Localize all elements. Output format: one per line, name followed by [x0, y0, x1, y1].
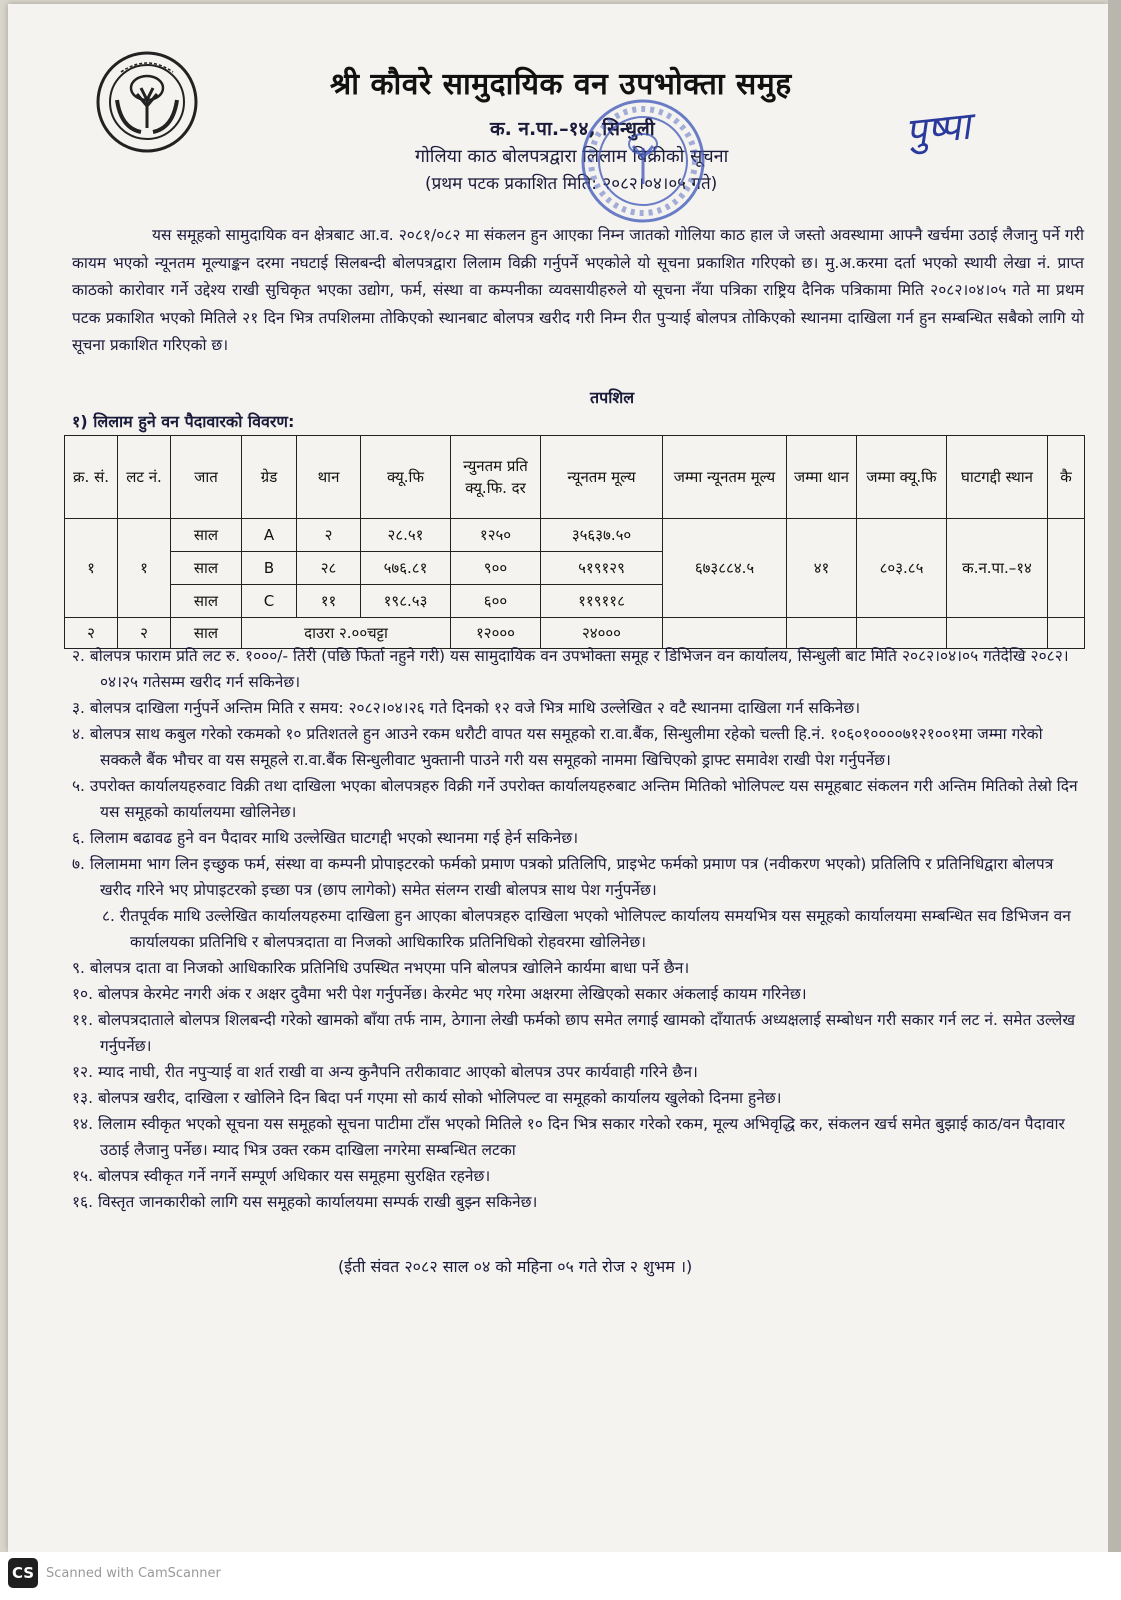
term-item: ६. लिलाम बढावढ हुने वन पैदावर माथि उल्लेखित घाटगद्दी भएको स्थानमा गई हेर्न सकिनेछ। [72, 829, 579, 847]
cell-depot: क.न.पा.–१४ [947, 519, 1048, 618]
cell-min-price: ५१९१२९ [541, 552, 663, 585]
cell-grade: A [242, 519, 297, 552]
col-header-than: थान [297, 436, 361, 519]
official-stamp-icon [578, 96, 708, 226]
cell-than: २८ [297, 552, 361, 585]
cell-species: साल [171, 552, 242, 585]
table-header-row [65, 436, 1085, 519]
col-header-min-price: न्यूनतम मूल्य [541, 436, 663, 519]
cell-min-rate: ९०० [451, 552, 541, 585]
term-item: १३. बोलपत्र खरीद, दाखिला र खोलिने दिन बिदा पर्न गएमा सो कार्य सोको भोलिपल्ट वा समूहको कार्यालय खुलेको दिनमा हुनेछ। [72, 1089, 782, 1107]
col-header-depot: घाटगद्दी स्थान [947, 436, 1048, 519]
cell-sn: १ [65, 519, 118, 618]
col-header-lot: लट नं. [118, 436, 171, 519]
term-item: १२. म्याद नाघी, रीत नपुऱ्याई वा शर्त राखी वा अन्य कुनैपनि तरीकावाट आएको बोलपत्र उपर कार्यवाही गरिने छैन। [72, 1063, 698, 1081]
cell-total-than: ४१ [787, 519, 857, 618]
publication-date: (प्रथम पटक प्रकाशित मिति: २०८२।०४।०५ गते) [425, 174, 718, 194]
col-header-cuft: क्यू.फि [361, 436, 451, 519]
cell-than: २ [297, 519, 361, 552]
cell-description: दाउरा २.००चट्टा [242, 618, 451, 649]
cell-min-rate: १२५० [451, 519, 541, 552]
section-heading: १) लिलाम हुने वन पैदावारको विवरण: [72, 412, 295, 431]
term-item: ८. रीतपूर्वक माथि उल्लेखित कार्यालयहरुमा दाखिला हुन आएका बोलपत्रहरु दाखिला भएको भोलिपल्ट कार्यालय समयभित्र यस समूहको कार्यालयमा सम्बन्धित सव डिभिजन वन कार्यालयका प्रतिनिधि र बोलपत्रदाता वा निजको आधिकारिक प्रतिनिधिको रोहवरमा खोलिनेछ। [102, 907, 1071, 951]
term-item: १५. बोलपत्र स्वीकृत गर्ने नगर्ने सम्पूर्ण अधिकार यस समूहमा सुरक्षित रहनेछ। [72, 1167, 491, 1185]
cell-total-cuft: ८०३.८५ [857, 519, 947, 618]
terms-list [72, 643, 1084, 1215]
col-header-min-rate: न्युनतम प्रति क्यू.फि. दर [451, 436, 541, 519]
schedule-heading: तपशिल [590, 388, 635, 407]
cell-cuft: १९८.५३ [361, 585, 451, 618]
cell-total-min: ६७३८८४.५ [663, 519, 787, 618]
cell-species: साल [171, 519, 242, 552]
page-edge [1108, 0, 1121, 1600]
col-header-total-than: जम्मा थान [787, 436, 857, 519]
term-item: ९. बोलपत्र दाता वा निजको आधिकारिक प्रतिनिधि उपस्थित नभएमा पनि बोलपत्र खोलिने कार्यमा बाधा पर्ने छैन। [72, 959, 690, 977]
term-item: १०. बोलपत्र केरमेट नगरी अंक र अक्षर दुवैमा भरी पेश गर्नुपर्नेछ। केरमेट भए गरेमा अक्षरमा लेखिएको सकार अंकलाई कायम गरिनेछ। [72, 985, 807, 1003]
intro-paragraph: यस समूहको सामुदायिक वन क्षेत्रबाट आ.व. २०८१/०८२ मा संकलन हुन आएका निम्न जातको गोलिया काठ हाल जे जस्तो अवस्थामा आफ्नै खर्चमा उठाई लैजानु पर्ने गरी कायम भएको न्यूनतम मूल्याङ्कन दरमा नघटाई सिलबन्दी बोलपत्रद्वारा लिलाम विक्री गर्नुपर्ने भएकोले यो सूचना प्रकाशित गरिएको छ। मु.अ.करमा दर्ता भएको स्थायी लेखा नं. प्राप्त काठको कारोवार गर्ने उद्देश्य राखी सुचिकृत भएका उद्योग, फर्म, संस्था वा कम्पनीका व्यवसायीहरुले यो सूचना नँया पत्रिका राष्ट्रिय दैनिक पत्रिकामा मिति २०८२।०४।०५ गते मा प्रथम पटक प्रकाशित भएको मितिले २१ दिन भित्र तपशिलमा तोकिएको स्थानबाट बोलपत्र खरीद गरी निम्न रीत पुऱ्याई बोलपत्र तोकिएको स्थानमा दाखिला गर्न हुन सम्बन्धित सबैको लागि यो सूचना प्रकाशित गरिएको छ। [72, 226, 1084, 354]
signature: पुष्पा [902, 103, 973, 155]
cell-grade: B [242, 552, 297, 585]
col-header-total-cuft: जम्मा क्यू.फि [857, 436, 947, 519]
cell-sn: २ [65, 618, 118, 649]
term-item: ४. बोलपत्र साथ कबुल गरेको रकमको १० प्रतिशतले हुन आउने रकम धरौटी वापत यस समूहको रा.वा.बैंक, सिन्धुलीमा रहेको चल्ती हि.नं. १०६०१००००७१२१००१मा जम्मा गरेको सक्कलै बैंक भौचर वा यस समूहले रा.वा.बैंक सिन्धुलीवाट भुक्तानी पाउने गरी यस समूहको नाममा खिचिएको ड्राफ्ट समावेश राखी पेश गर्नुपर्नेछ। [72, 725, 1043, 769]
col-header-grade: ग्रेड [242, 436, 297, 519]
cell-species: साल [171, 585, 242, 618]
notice-subtitle: गोलिया काठ बोलपत्रद्वारा लिलाम बिक्रीको सूचना [415, 146, 729, 167]
cell-min-price: २४००० [541, 618, 663, 649]
cell-grade: C [242, 585, 297, 618]
col-header-total-min: जम्मा न्यूनतम मूल्य [663, 436, 787, 519]
scanner-watermark: Scanned with CamScanner [46, 1566, 221, 1581]
table-row [65, 519, 1085, 552]
term-item: ५. उपरोक्त कार्यालयहरुवाट विक्री तथा दाखिला भएका बोलपत्रहरु विक्री गर्ने उपरोक्त कार्यालयहरुबाट अन्तिम मितिको भोलिपल्ट यस समूहबाट संकलन गरी अन्तिम मितिको तेस्रो दिन यस समूहको कार्यालयमा खोलिनेछ। [72, 777, 1078, 821]
term-item: १६. विस्तृत जानकारीको लागि यस समूहको कार्यालयमा सम्पर्क राखी बुझ्न सकिनेछ। [72, 1193, 538, 1211]
address-line: क. न.पा.–१४, सिन्धुली [490, 118, 655, 140]
term-item: २. बोलपत्र फाराम प्रति लट रु. १०००/- तिरी (पछि फिर्ता नहुने गरी) यस सामुदायिक वन उपभोक्ता समूह र डिभिजन वन कार्यालय, सिन्धुली बाट मिति २०८२।०४।०५ गतेदेखि २०८२।०४।२५ गतेसम्म खरीद गर्न सकिनेछ। [72, 647, 1069, 691]
cell-cuft: २८.५१ [361, 519, 451, 552]
cell-than: ११ [297, 585, 361, 618]
cell-min-rate: ६०० [451, 585, 541, 618]
col-header-sn: क्र. सं. [65, 436, 118, 519]
organization-logo-icon [95, 50, 199, 154]
page-title: श्री कौवरे सामुदायिक वन उपभोक्ता समुह [330, 67, 792, 102]
cell-min-price: ३५६३७.५० [541, 519, 663, 552]
cell-lot: १ [118, 519, 171, 618]
col-header-species: जात [171, 436, 242, 519]
cell-lot: २ [118, 618, 171, 649]
cell-remark [1048, 519, 1085, 618]
cell-cuft: ५७६.८१ [361, 552, 451, 585]
cell-min-price: ११९११८ [541, 585, 663, 618]
camscanner-logo-icon: CS [8, 1558, 38, 1588]
cell-species: साल [171, 618, 242, 649]
term-item: ११. बोलपत्रदाताले बोलपत्र शिलबन्दी गरेको खामको बाँया तर्फ नाम, ठेगाना लेखी फर्मको छाप समेत लगाई खामको दाँयातर्फ अध्यक्षलाई सम्बोधन गरी सकार गर्न लट नं. समेत उल्लेख गर्नुपर्नेछ। [72, 1011, 1075, 1055]
term-item: १४. लिलाम स्वीकृत भएको सूचना यस समूहको सूचना पाटीमा टाँस भएको मितिले १० दिन भित्र सकार गरेको रकम, मूल्य अभिवृद्धि कर, संकलन खर्च समेत बुझाई काठ/वन पैदावार उठाई लैजानु पर्नेछ। म्याद भित्र उक्त रकम दाखिला नगरेमा सम्बन्धित लटका [72, 1115, 1065, 1159]
closing-line: (ईती संवत २०८२ साल ०४ को महिना ०५ गते रोज २ शुभम ।) [338, 1257, 693, 1276]
col-header-remark: कै [1048, 436, 1085, 519]
cell-min-rate: १२००० [451, 618, 541, 649]
term-item: ७. लिलाममा भाग लिन इच्छुक फर्म, संस्था वा कम्पनी प्रोपाइटरको फर्मको प्रमाण पत्रको प्रतिलिपि, प्राइभेट फर्मको प्रमाण पत्र (नवीकरण भएको) प्रतिलिपि र प्रतिनिधिद्वारा बोलपत्र खरीद गरिने भए प्रोपाइटरको इच्छा पत्र (छाप लागेको) समेत संलग्न राखी बोलपत्र साथ पेश गर्नुपर्नेछ। [72, 855, 1054, 899]
term-item: ३. बोलपत्र दाखिला गर्नुपर्ने अन्तिम मिति र समय: २०८२।०४।२६ गते दिनको १२ वजे भित्र माथि उल्लेखित २ वटै स्थानमा दाखिला गर्न सकिनेछ। [72, 699, 861, 717]
forest-product-table [64, 435, 1085, 649]
